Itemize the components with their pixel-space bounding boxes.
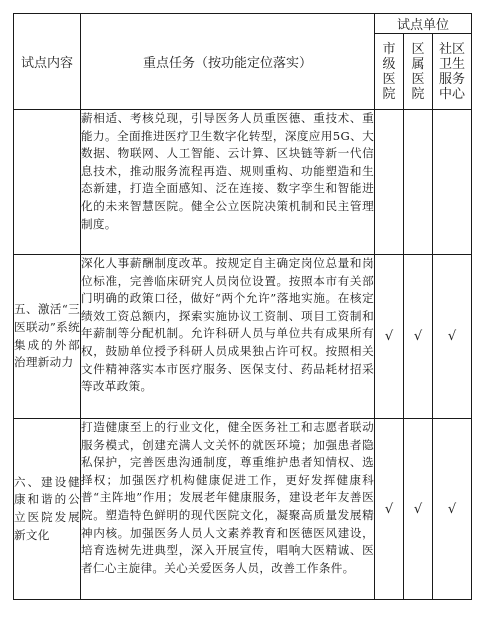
- key-task-cell: 打造健康至上的行业文化，健全医务社工和志愿者联动服务模式，创建充满人文关怀的就医环境；加强患者隐私保护，完善医患沟通制度，尊重维护患者知情权、选择权；加强医疗机构健康促进工作，更好发挥健康科普“主阵地”作用；发展老年健康服务，建设老年友善医院。塑造特色鲜明的现代医院文化，凝聚高质量发展精神内核。加强医务人员人文素养教育和医德医风建设，培育选树先进典型，深入开展宣传，唱响大医精诚、医者仁心主旋律。关心关爱医务人员，改善工作条件。: [81, 419, 375, 600]
- pilot-content-cell: 五、激活“三医联动”系统集成的外部治理新动力: [14, 255, 81, 419]
- unit-char: 区: [411, 41, 425, 57]
- col-header-pilot-units: 试点单位: [375, 14, 472, 34]
- city-hospital-check: √: [375, 255, 404, 419]
- community-center-check: [433, 110, 472, 255]
- city-hospital-check: √: [375, 419, 404, 600]
- col-header-city-hospital: [375, 34, 404, 110]
- community-center-check: √: [433, 255, 472, 419]
- community-center-check: √: [433, 419, 472, 600]
- unit-char: 中心: [438, 86, 465, 102]
- pilot-content-cell: 六、建设健康和谐的公立医院发展新文化: [14, 419, 81, 600]
- unit-char: 院: [411, 86, 425, 102]
- unit-char: 服务: [438, 71, 465, 87]
- unit-char: 级: [382, 56, 396, 72]
- unit-char: 市: [382, 41, 396, 57]
- col-header-pilot-content: 试点内容: [14, 14, 81, 110]
- unit-char: 院: [382, 86, 396, 102]
- table-row: [14, 110, 472, 255]
- district-hospital-check: √: [404, 255, 433, 419]
- unit-char: 医: [382, 71, 396, 87]
- key-task-cell: 薪相适、考核兑现，引导医务人员重医德、重技术、重能力。全面推进医疗卫生数字化转型，深度应用5G、大数据、物联网、人工智能、云计算、区块链等新一代信息技术，推动服务流程再造、规则重构、功能塑造和生态新建，打造全面感知、泛在连接、数字孪生和智能进化的未来智慧医院。健全公立医院决策机制和民主管理制度。: [81, 110, 375, 255]
- district-hospital-check: √: [404, 419, 433, 600]
- key-task-cell: 深化人事薪酬制度改革。按规定自主确定岗位总量和岗位标准，完善临床研究人员岗位设置。按照本市有关部门明确的政策口径，做好“两个允许”落地实施。在核定绩效工资总额内，探索实施协议工资制、项目工资制和年薪制等分配机制。允许科研人员与单位共有成果所有权，鼓励单位授予科研人员成果独占许可权。按照相关文件精神落实本市医疗服务、医保支付、药品耗材招采等改革政策。: [81, 255, 375, 419]
- pilot-content-cell: [14, 110, 81, 255]
- unit-char: 社区: [438, 41, 465, 57]
- col-header-community-center: [433, 34, 472, 110]
- city-hospital-check: [375, 110, 404, 255]
- unit-char: 卫生: [438, 56, 465, 72]
- unit-char: 属: [411, 56, 425, 72]
- col-header-key-tasks: 重点任务（按功能定位落实）: [81, 14, 375, 110]
- unit-char: 医: [411, 71, 425, 87]
- pilot-task-table: [13, 13, 472, 600]
- district-hospital-check: [404, 110, 433, 255]
- col-header-district-hospital: [404, 34, 433, 110]
- table-row: [14, 419, 472, 600]
- table-row: [14, 255, 472, 419]
- header-row-1: [14, 14, 472, 34]
